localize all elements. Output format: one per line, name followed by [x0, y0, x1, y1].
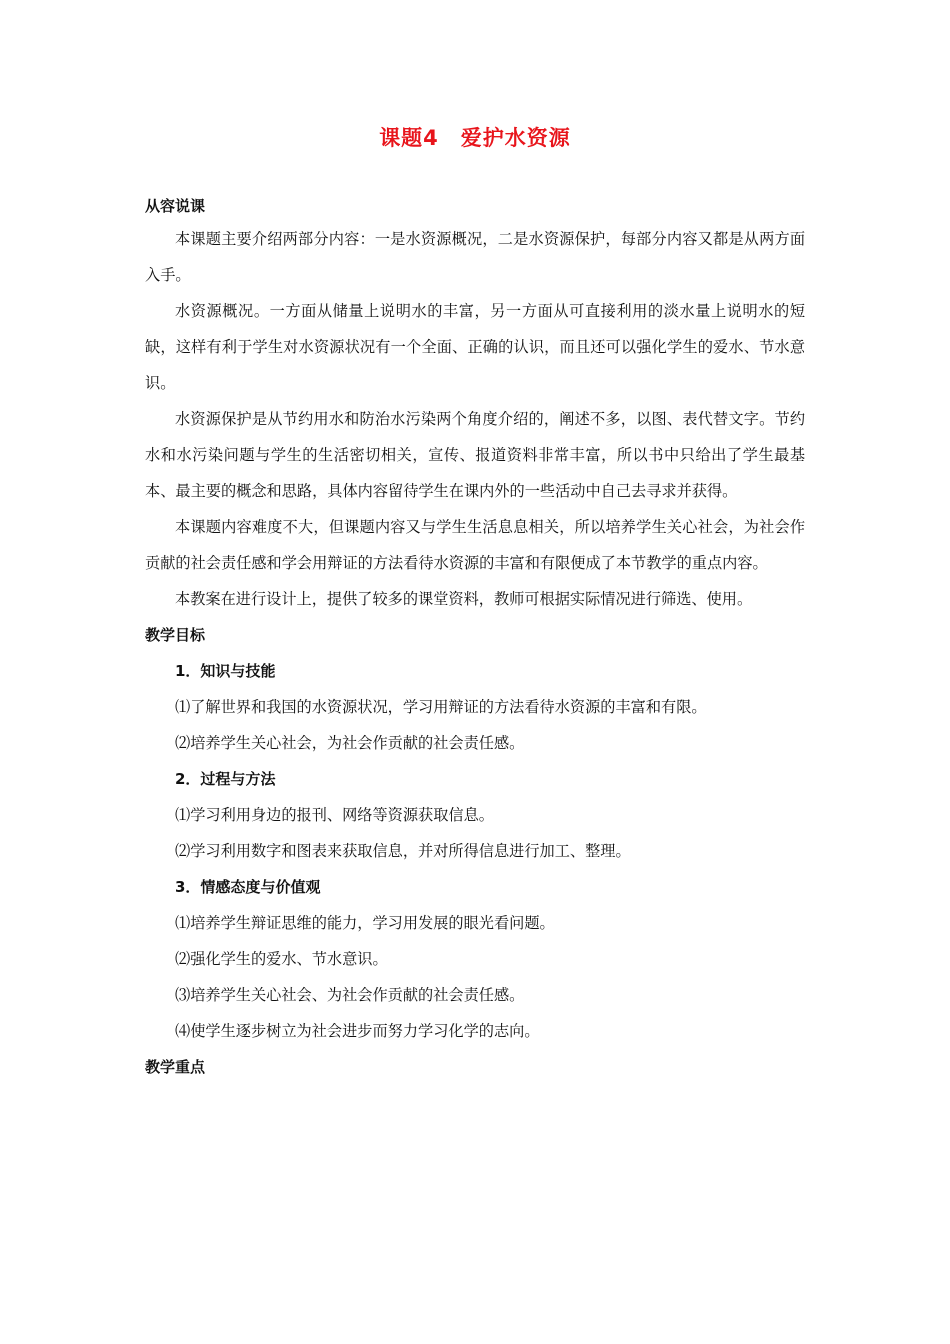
objective-item: ⑶培养学生关心社会、为社会作贡献的社会责任感。 — [175, 986, 525, 1004]
objective-group-label: 3．情感态度与价值观 — [175, 878, 321, 896]
objective-group-process — [145, 761, 805, 869]
paragraph: 本课题内容难度不大，但课题内容又与学生生活息息相关，所以培养学生关心社会，为社会作贡献的社会责任感和学会用辩证的方法看待水资源的丰富和有限便成了本节教学的重点内容。 — [145, 518, 805, 572]
objective-item: ⑴了解世界和我国的水资源状况，学习用辩证的方法看待水资源的丰富和有限。 — [175, 698, 707, 716]
objective-item: ⑴培养学生辩证思维的能力，学习用发展的眼光看问题。 — [175, 914, 555, 932]
objective-item: ⑵培养学生关心社会，为社会作贡献的社会责任感。 — [175, 734, 525, 752]
section-heading-shuoke: 从容说课 — [145, 197, 206, 215]
paragraph: 本课题主要介绍两部分内容：一是水资源概况，二是水资源保护，每部分内容又都是从两方面入手。 — [145, 230, 805, 284]
objective-item: ⑴学习利用身边的报刊、网络等资源获取信息。 — [175, 806, 494, 824]
objective-item: ⑷使学生逐步树立为社会进步而努力学习化学的志向。 — [175, 1022, 540, 1040]
objective-group-label: 1．知识与技能 — [175, 662, 276, 680]
section-shuoke — [145, 221, 805, 617]
objective-item: ⑵学习利用数字和图表来获取信息，并对所得信息进行加工、整理。 — [175, 842, 631, 860]
section-heading-objectives: 教学目标 — [145, 626, 206, 644]
objective-group-attitude — [145, 869, 805, 1049]
page-title: 课题4 爱护水资源 — [379, 126, 571, 150]
objective-group-knowledge — [145, 653, 805, 761]
paragraph: 本教案在进行设计上，提供了较多的课堂资料，教师可根据实际情况进行筛选、使用。 — [175, 590, 753, 608]
document-body — [145, 196, 805, 1099]
paragraph: 水资源概况。一方面从储量上说明水的丰富，另一方面从可直接利用的淡水量上说明水的短缺，这样有利于学生对水资源状况有一个全面、正确的认识，而且还可以强化学生的爱水、节水意识。 — [145, 302, 805, 392]
objective-group-label: 2．过程与方法 — [175, 770, 276, 788]
paragraph: 水资源保护是从节约用水和防治水污染两个角度介绍的，阐述不多，以图、表代替文字。节约水和水污染问题与学生的生活密切相关，宣传、报道资料非常丰富，所以书中只给出了学生最基本、最主要的概念和思路，具体内容留待学生在课内外的一些活动中自己去寻求并获得。 — [145, 410, 805, 500]
section-heading-key-points: 教学重点 — [145, 1058, 206, 1076]
objective-item: ⑵强化学生的爱水、节水意识。 — [175, 950, 388, 968]
